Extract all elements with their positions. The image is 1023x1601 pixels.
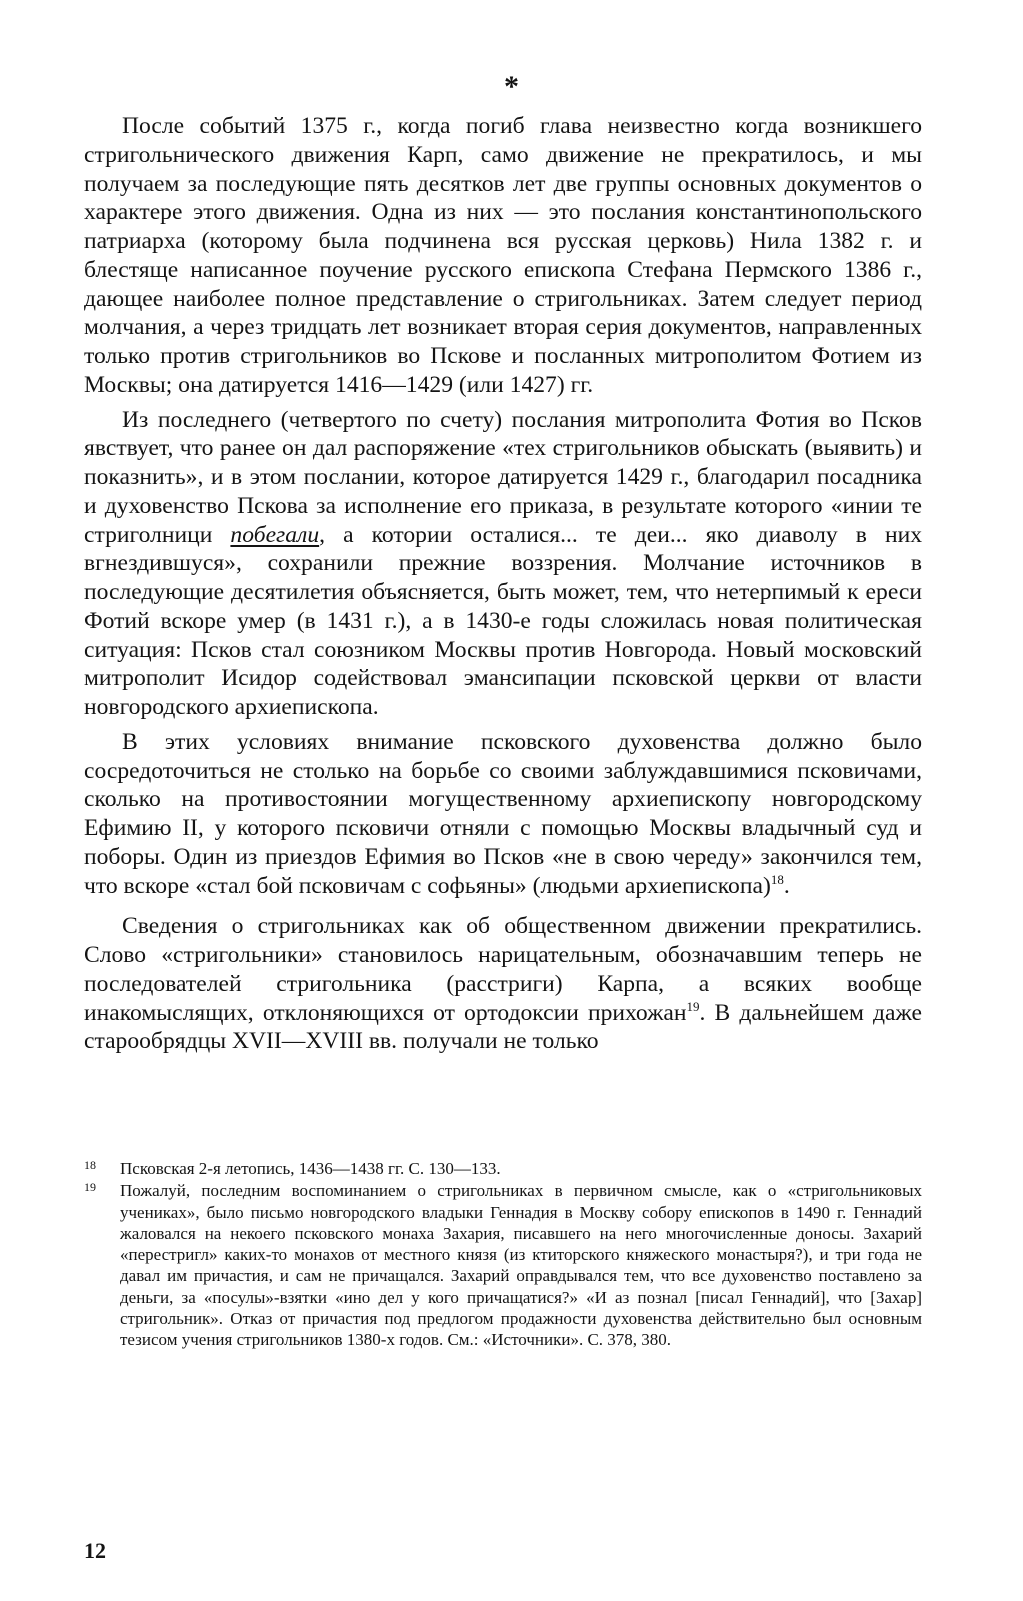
paragraph-1: После событий 1375 г., когда погиб глава неизвестно когда возникшего стригольнического движения Карп, само движение не прекратилось, и мы получаем за последующие пять десятков лет две группы основных документов о характере этого движения. Одна из них — это послания константинопольского патриарха (которому была подчинена вся русская церковь) Нила 1382 г. и блестяще написанное поучение русского епископа Стефана Пермского 1386 г., дающее наиболее полное представление о стригольниках. Затем следует период молчания, а через тридцать лет возникает вторая серия документов, направленных только против стригольников во Пскове и посланных митрополитом Фотием из Москвы; она датируется 1416—1429 (или 1427) гг. [84, 113, 922, 398]
footnote-text: Псковская 2-я летопись, 1436—1438 гг. С. 130—133. [120, 1159, 501, 1178]
footnote-number: 19 [84, 1180, 96, 1195]
emphasized-word: побегали [230, 521, 320, 548]
footnote-ref-19[interactable]: 19 [686, 998, 700, 1014]
footnotes-section [84, 1158, 922, 1352]
main-text-body [84, 112, 922, 1056]
footnote-18 [84, 1158, 922, 1179]
page-number: 12 [84, 1538, 106, 1563]
paragraph-3: В этих условиях внимание псковского духовенства должно было сосредоточиться не столько на борьбе со своими заблуждавшимися псковичами, сколько на противостоянии могущественному архиепископу новгородскому Ефимию II, у которого псковичи отняли с помощью Москвы владычный суд и поборы. Один из приездов Ефимия во Псков «не в свою череду» закончился тем, что вскоре «стал бой псковичам с софьяны» (людьми архиепископа)$^{18}$. [84, 728, 922, 899]
footnote-text: Пожалуй, последним воспоминанием о стригольниках в первичном смысле, как о «стригольниковых учениках», было письмо новгородского владыки Геннадия в Москву собору епископов в 1490 г. Геннадий жаловался на некоего псковского монаха Захария, писавшего на него многочисленные доносы. Захарий «перестригл» каких-то монахов от местного князя (из ктиторского княжеского монастыря?), и три года не давал им причастия, и сам не причащался. Захарий оправдывался тем, что все духовенство поставлено за деньги, за «посулы»-взятки «ино дел у кого причащатися?» «И аз познал [писал Геннадий], что [Захар] стригольник». Отказ от причастия под предлогом продажности духовенства действительно был основным тезисом учения стригольников 1380-х годов. См.: «Источники». С. 378, 380. [120, 1181, 922, 1350]
footnote-19 [84, 1180, 922, 1350]
footnote-number: 18 [84, 1158, 96, 1172]
paragraph-4: Сведения о стригольниках как об общественном движении прекратились. Слово «стригольники» становилось нарицательным, обозначавшим теперь не последователей стригольника (расстриги) Карпа, а всяких вообще инакомыслящих, отклоняющихся от ортодоксии прихожан$^{19}$. В дальнейшем даже старообрядцы XVII—XVIII вв. получали не только [84, 913, 922, 1055]
footnote-ref-18[interactable]: 18 [770, 871, 784, 887]
section-break-asterisk: * [504, 70, 519, 103]
paragraph-2: Из последнего (четвертого по счету) послания митрополита Фотия во Псков явствует, что ранее он дал распоряжение «тех стригольников обыскать (выявить) и показнить», и в этом послании, которое датируется 1429 г., благодарил посадника и духовенство Пскова за исполнение его приказа, в результате которого «инии те стриголници побегали, а котории осталися... те деи... яко диаволу в них вгнездившуся», сохранили прежние воззрения. Молчание источников в последующие десятилетия объясняется, быть может, тем, что нетерпимый к ереси Фотий вскоре умер (в 1431 г.), а в 1430-е годы сложилась новая политическая ситуация: Псков стал союзником Москвы против Новгорода. Новый московский митрополит Исидор содействовал эмансипации псковской церкви от власти новгородского архиепископа. [84, 406, 923, 720]
